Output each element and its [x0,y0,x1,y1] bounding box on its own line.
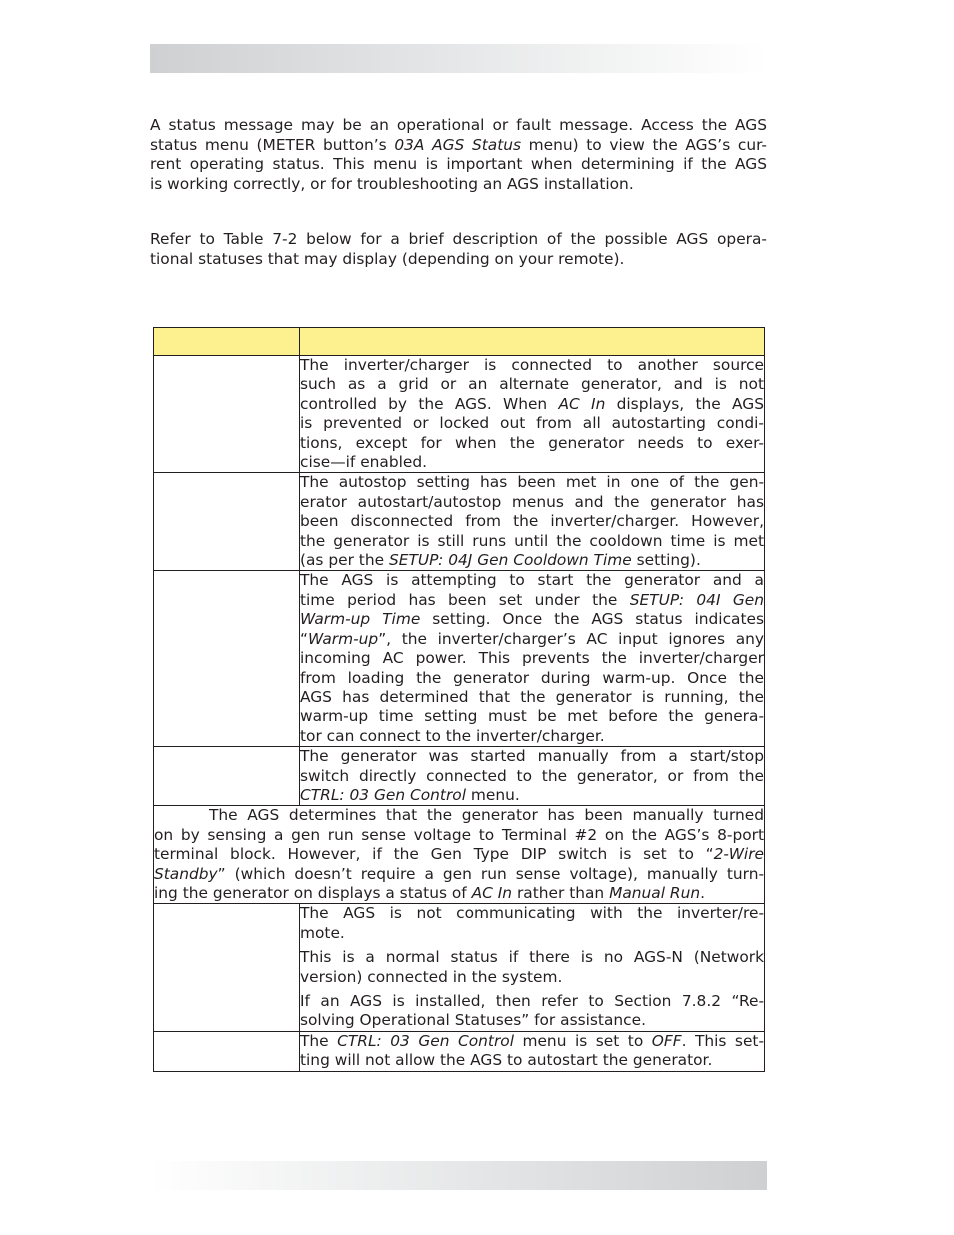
emphasized-text: Manual Run [609,883,701,902]
table-row [154,571,765,747]
description-text: tor can connect to the inverter/charger. [300,726,605,745]
status-name-cell [154,904,300,1031]
description-line [300,649,764,668]
description-text: been disconnected from the inverter/charger. However, [300,512,764,531]
description-text: The AGS is attempting to start the generator and a [300,571,764,590]
description-text: from loading the generator during warm-up. Once the [300,668,764,687]
description-line [300,948,764,967]
description-line [300,512,764,531]
header-cell-status [154,328,300,356]
note-cell [154,806,765,904]
description-text: menu. [465,785,520,804]
description-text: the generator is still runs until the cooldown time is met [300,531,764,550]
status-description-cell [300,904,765,1031]
description-line [300,747,764,766]
description-text: menu is set to [513,1031,652,1050]
description-text: version) connected in the system. [300,967,563,986]
description-text: The AGS determines that the generator has been manually turned [209,806,764,825]
description-line [300,610,764,629]
description-text: switch directly connected to the generator, or from the [300,766,764,785]
intro-line: rent operating status. This menu is important when determining if the AGS [150,155,767,173]
emphasized-text: Warm-up Time [300,610,421,629]
description-text: is prevented or locked out from all autostarting condi- [300,414,764,433]
description-text: rather than [512,883,610,902]
description-text: erator autostart/autostop menus and the generator has [300,492,764,511]
description-text: setting. Once the AGS status indicates [420,610,764,629]
intro-text: status menu (METER button’s [150,135,395,154]
description-line [300,395,764,414]
description-text: The inverter/charger is connected to another source [300,356,764,374]
intro-line: A status message may be an operational or fault message. Access the AGS [150,116,767,134]
status-name-cell [154,571,300,747]
table-row [154,904,765,1031]
description-line [300,707,764,726]
note-line [154,865,764,884]
refer-line: tional statuses that may display (depending on your remote). [150,249,625,268]
description-text: ”, the inverter/charger’s AC input ignores any [378,629,764,648]
note-row [154,806,765,904]
emphasized-text: AC In [558,394,606,413]
description-line [300,356,764,375]
description-text: mote. [300,923,345,942]
description-line [300,1032,764,1051]
note-line [154,826,764,845]
description-text: incoming AC power. This prevents the inverter/charger [300,649,764,668]
description-text: ing the generator on displays a status of [154,883,472,902]
description-text: ” (which doesn’t require a gen run sense voltage), manually turn- [217,864,764,883]
description-text: time period has been set under the [300,590,630,609]
status-description-cell [300,473,765,571]
description-line [300,532,764,551]
description-text: The generator was started manually from a start/stop [300,747,764,766]
description-text: controlled by the AGS. When [300,394,559,413]
description-line [300,453,764,472]
description-line [300,571,764,590]
description-text: . This set- [681,1031,765,1050]
status-name-cell [154,1031,300,1071]
intro-paragraph [150,116,767,194]
note-line [154,884,764,903]
emphasized-text: Standby [154,864,218,883]
emphasized-text: AC In [471,883,513,902]
description-line [300,1051,764,1070]
description-text: The AGS is not communicating with the inverter/re- [300,904,764,923]
description-text: The autostop setting has been met in one of the gen- [300,473,764,492]
description-text: This is a normal status if there is no AGS-N (Network [300,948,764,967]
description-text: . [700,883,705,902]
description-line [300,630,764,649]
description-line [300,551,764,570]
description-text: solving Operational Statuses” for assistance. [300,1011,646,1030]
description-line [300,1011,764,1030]
description-text: ting will not allow the AGS to autostart the generator. [300,1051,713,1070]
status-description-cell [300,571,765,747]
description-text: on by sensing a gen run sense voltage to Terminal #2 on the AGS’s 8-port [154,825,764,844]
table-row [154,1031,765,1071]
description-line [300,904,764,923]
intro-text: menu) to view the AGS’s cur- [521,135,767,154]
emphasized-text: SETUP: 04J Gen Cooldown Time [388,551,632,570]
status-description-cell [300,747,765,806]
description-line [300,375,764,394]
description-text: The [300,1031,338,1050]
description-line [300,669,764,688]
description-text: “ [300,629,308,648]
description-text: cise—if enabled. [300,453,428,472]
status-name-cell [154,747,300,806]
description-line [300,727,764,746]
intro-line: is working correctly, or for troubleshooting an AGS installation. [150,174,634,193]
description-text: setting). [631,551,701,570]
description-line [300,414,764,433]
note-line [154,845,764,864]
table-row [154,747,765,806]
description-text: displays, the AGS [605,394,764,413]
refer-paragraph [150,230,767,269]
status-description-cell [300,356,765,473]
description-line [300,968,764,987]
description-text: tions, except for when the generator needs to exer- [300,433,764,452]
status-description-cell [300,1031,765,1071]
description-line [300,992,764,1011]
intro-line [150,136,767,156]
status-name-cell [154,473,300,571]
emphasized-text: CTRL: 03 Gen Control [337,1031,514,1050]
refer-line: Refer to Table 7-2 below for a brief description of the possible AGS opera- [150,230,767,248]
description-line [300,493,764,512]
emphasized-text: OFF [651,1031,682,1050]
description-line [300,767,764,786]
description-line [300,434,764,453]
description-text: terminal block. However, if the Gen Type DIP switch is set to “ [154,845,714,864]
description-text: (as per the [300,551,389,570]
footer-bar [150,1161,767,1190]
header-bar [150,44,767,73]
description-text: such as a grid or an alternate generator, and is not [300,375,764,394]
emphasized-text: CTRL: 03 Gen Control [300,785,466,804]
menu-reference: 03A AGS Status [394,135,522,154]
table-header-row [154,328,765,356]
description-line [300,591,764,610]
description-line [300,473,764,492]
emphasized-text: Warm-up [307,629,379,648]
table-row [154,473,765,571]
description-line [300,688,764,707]
table-row [154,356,765,473]
status-name-cell [154,356,300,473]
description-line [300,786,764,805]
header-cell-description [300,328,765,356]
note-line [154,806,764,825]
description-text: AGS has determined that the generator is running, the [300,687,764,706]
description-text: warm-up time setting must be met before the genera- [300,707,764,726]
description-text: If an AGS is installed, then refer to Section 7.8.2 “Re- [300,992,764,1010]
emphasized-text: SETUP: 04I Gen [629,590,764,609]
status-table [153,327,765,1072]
emphasized-text: 2-Wire [713,845,764,864]
description-line [300,924,764,943]
